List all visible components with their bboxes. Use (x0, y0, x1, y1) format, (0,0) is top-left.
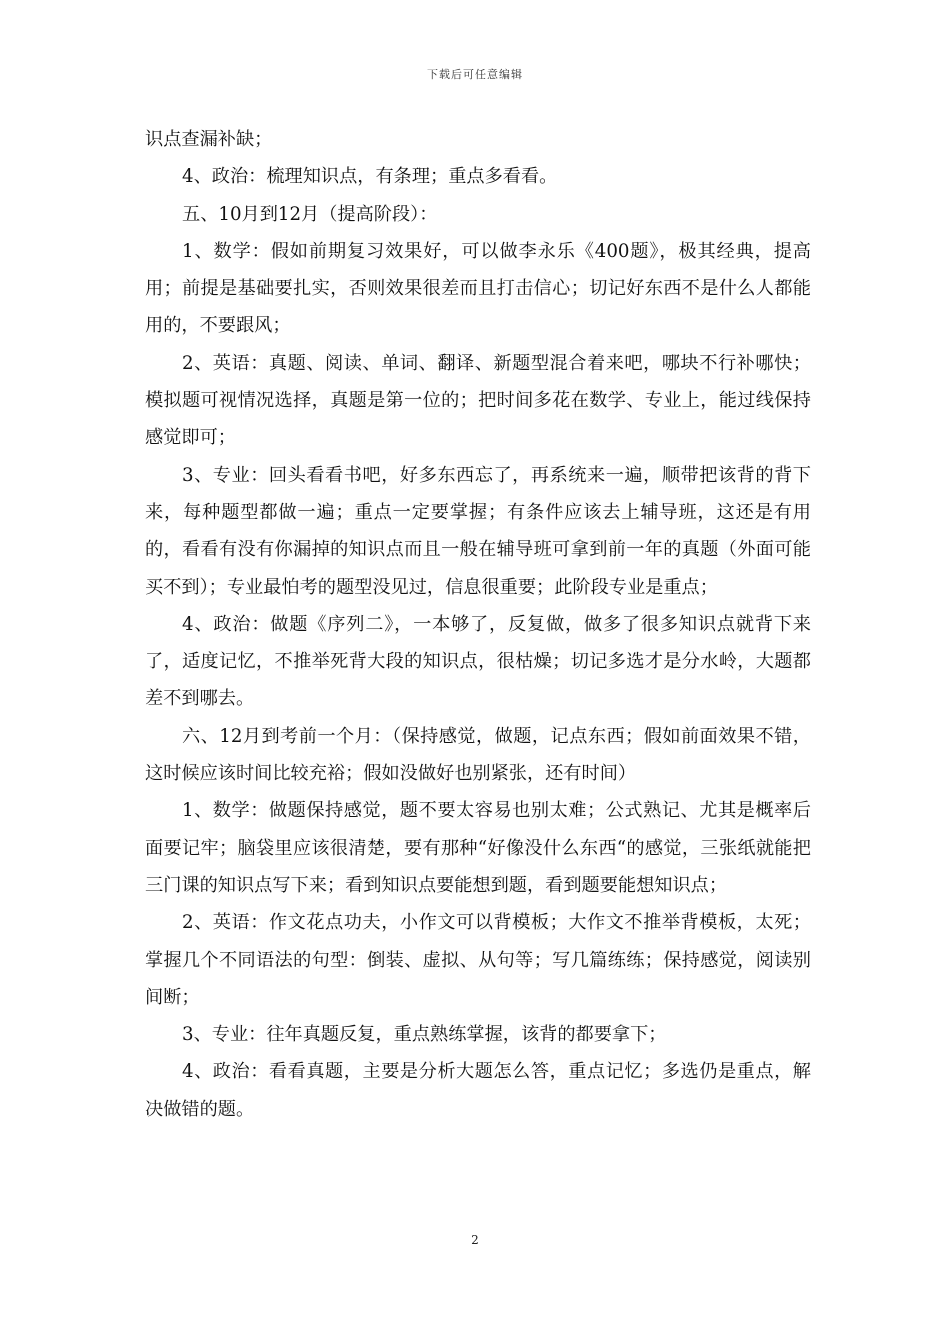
paragraph: 3、专业：往年真题反复，重点熟练掌握，该背的都要拿下； (182, 1024, 667, 1046)
paragraph: 4、政治：梳理知识点，有条理；重点多看看。 (182, 166, 558, 188)
paragraph: 3、专业：回头看看书吧，好多东西忘了，再系统来一遍，顺带把该背的背下来，每种题型都做一遍；重点一定要掌握；有条件应该去上辅导班，这还是有用的，看看有没有你漏掉的知识点而且一般在辅导班可拿到前一年的真题（外面可能买不到）；专业最怕考的题型没见过，信息很重要；此阶段专业是重点； (145, 464, 811, 598)
section-heading: 六、12月到考前一个月：（保持感觉，做题，记点东西；假如前面效果不错，这时候应该时间比较充裕；假如没做好也别紧张，还有时间） (145, 725, 811, 785)
paragraph: 1、数学：假如前期复习效果好，可以做李永乐《400题》，极其经典，提高用；前提是基础要扎实，否则效果很差而且打击信心；切记好东西不是什么人都能用的，不要跟风； (145, 240, 811, 337)
paragraph: 4、政治：做题《序列二》，一本够了，反复做，做多了很多知识点就背下来了，适度记忆，不推举死背大段的知识点，很枯燥；切记多选才是分水岭，大题都差不到哪去。 (145, 613, 811, 710)
page-header: 下载后可任意编辑 (427, 68, 523, 81)
section-heading: 五、10月到12月（提高阶段）： (182, 203, 438, 225)
paragraph: 2、英语：作文花点功夫，小作文可以背模板；大作文不推举背模板，太死；掌握几个不同语法的句型：倒装、虚拟、从句等；写几篇练练；保持感觉，阅读别间断； (145, 912, 811, 1008)
paragraph: 1、数学：做题保持感觉，题不要太容易也别太难；公式熟记、尤其是概率后面要记牢；脑袋里应该很清楚，要有那种“好像没什么东西“的感觉，三张纸就能把三门课的知识点写下来；看到知识点要能想到题，看到题要能想知识点； (145, 800, 811, 896)
page-number: 2 (471, 1233, 479, 1247)
paragraph: 4、政治：看看真题，主要是分析大题怎么答，重点记忆；多选仍是重点，解决做错的题。 (145, 1061, 811, 1120)
paragraph: 识点查漏补缺； (145, 129, 273, 150)
document-body (145, 121, 811, 1128)
paragraph: 2、英语：真题、阅读、单词、翻译、新题型混合着来吧，哪块不行补哪快；模拟题可视情况选择，真题是第一位的；把时间多花在数学、专业上，能过线保持感觉即可； (145, 352, 811, 449)
